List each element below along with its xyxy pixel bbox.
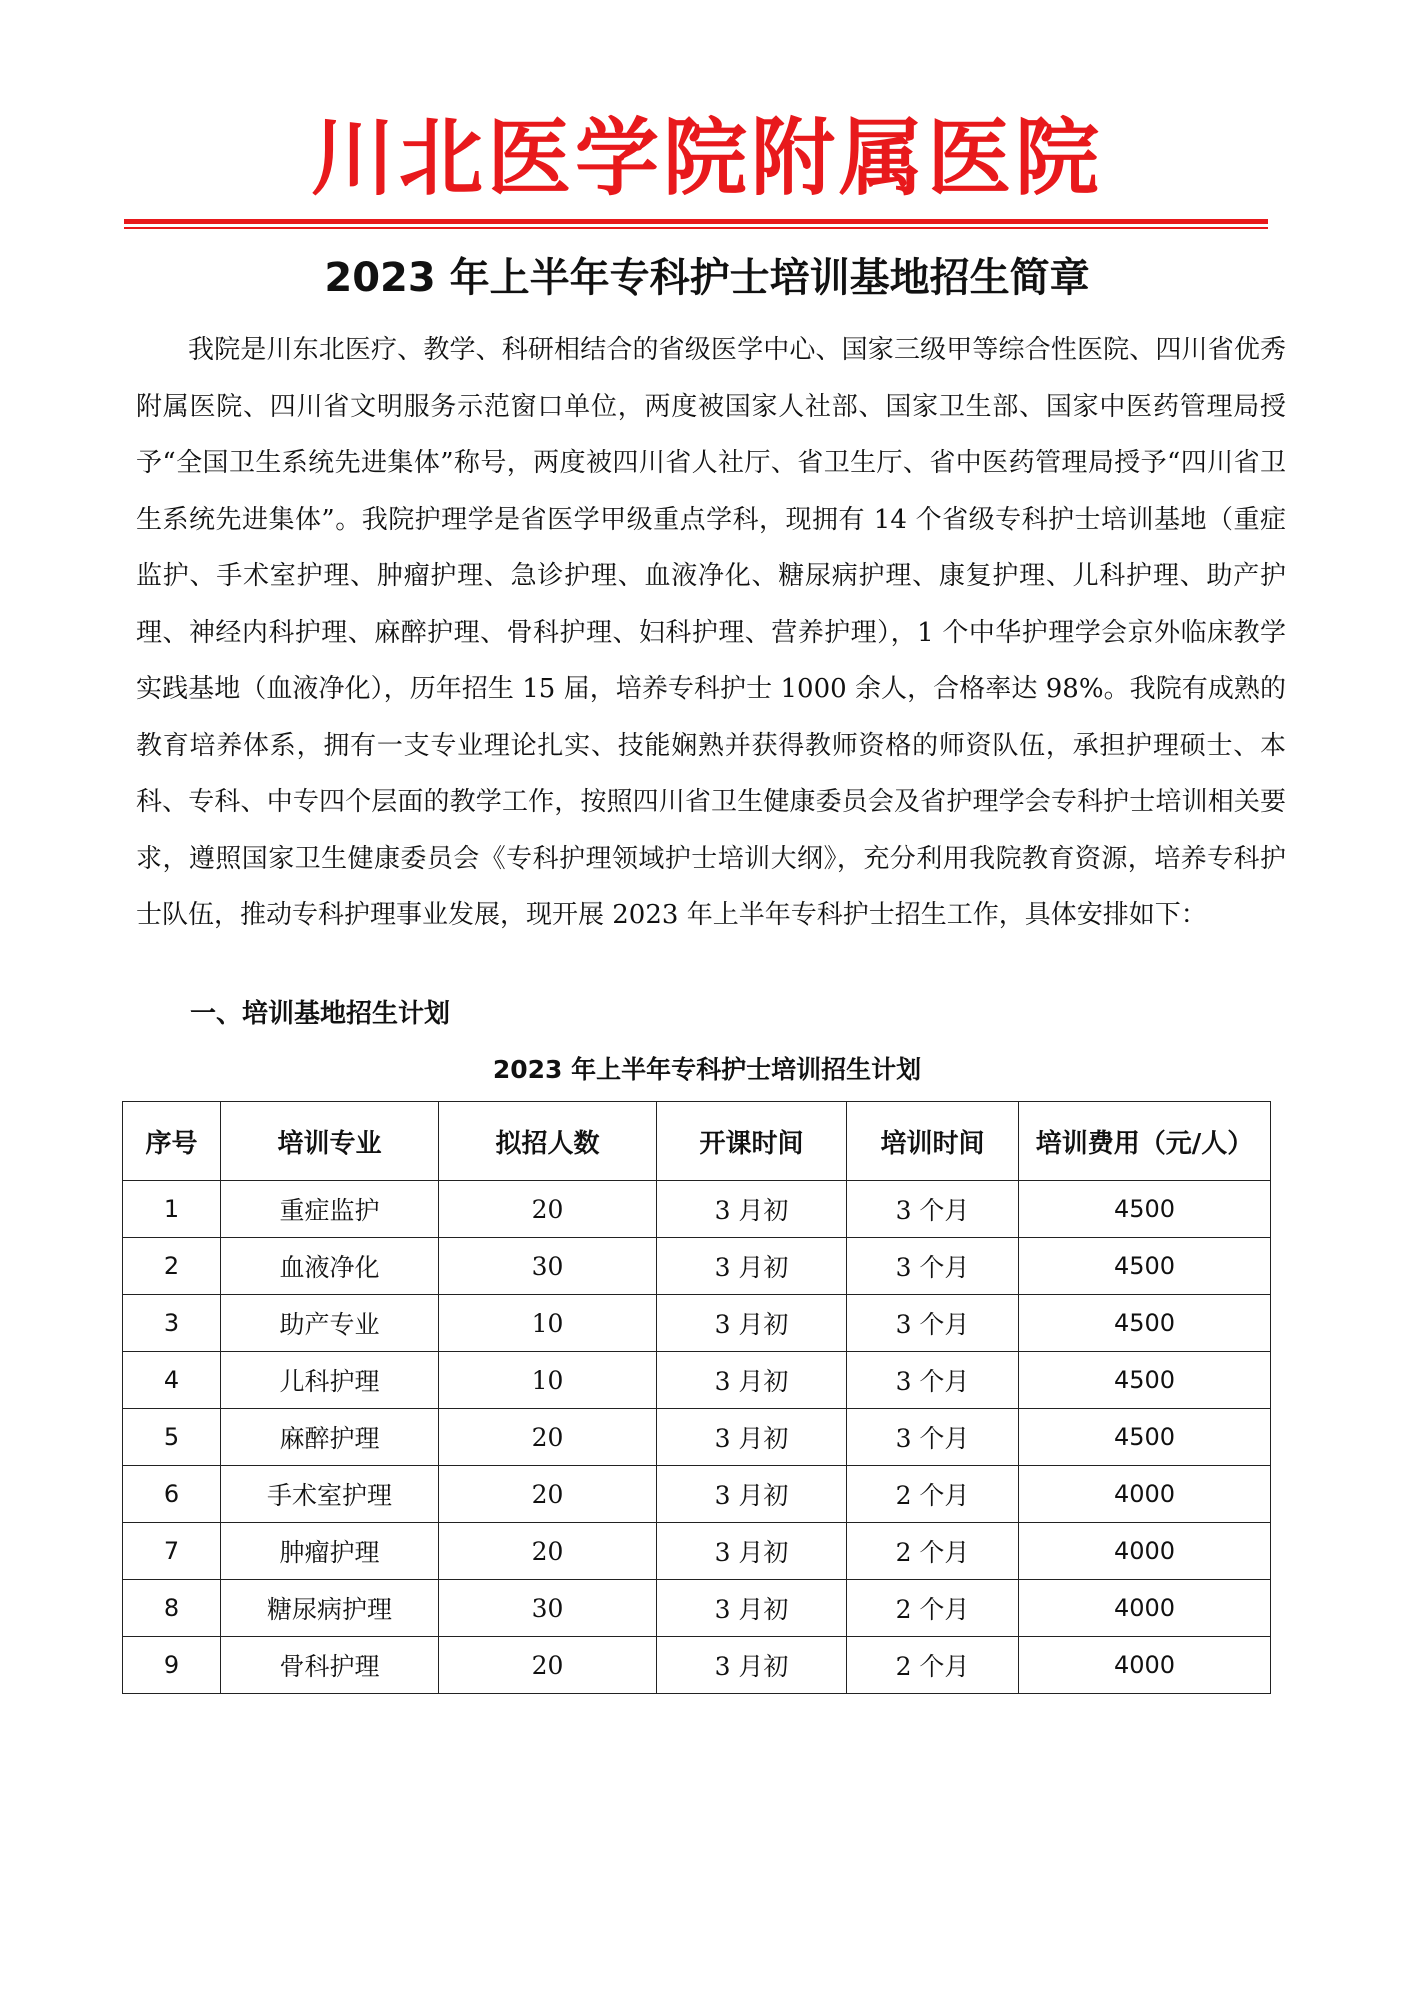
header-cell-index: 序号 [123, 1102, 221, 1181]
cell-start: 3 月初 [657, 1295, 847, 1352]
cell-index: 2 [123, 1238, 221, 1295]
cell-start: 3 月初 [657, 1181, 847, 1238]
cell-quota: 30 [439, 1238, 657, 1295]
cell-quota: 20 [439, 1409, 657, 1466]
cell-start: 3 月初 [657, 1352, 847, 1409]
cell-index: 1 [123, 1181, 221, 1238]
cell-index: 8 [123, 1580, 221, 1637]
table-caption: 2023 年上半年专科护士培训招生计划 [492, 1055, 922, 1084]
header-divider-thin [124, 227, 1268, 229]
cell-duration: 2 个月 [847, 1523, 1019, 1580]
cell-fee: 4000 [1019, 1523, 1271, 1580]
cell-duration: 2 个月 [847, 1580, 1019, 1637]
table-row [123, 1238, 1271, 1295]
cell-duration: 2 个月 [847, 1637, 1019, 1694]
intro-paragraph: 我院是川东北医疗、教学、科研相结合的省级医学中心、国家三级甲等综合性医院、四川省优秀附属医院、四川省文明服务示范窗口单位，两度被国家人社部、国家卫生部、国家中医药管理局授予“全国卫生系统先进集体”称号，两度被四川省人社厅、省卫生厅、省中医药管理局授予“四川省卫生系统先进集体”。我院护理学是省医学甲级重点学科，现拥有 14 个省级专科护士培训基地（重症监护、手术室护理、肿瘤护理、急诊护理、血液净化、糖尿病护理、康复护理、儿科护理、助产护理、神经内科护理、麻醉护理、骨科护理、妇科护理、营养护理），1 个中华护理学会京外临床教学实践基地（血液净化），历年招生 15 届，培养专科护士 1000 余人，合格率达 98%。我院有成熟的教育培养体系，拥有一支专业理论扎实、技能娴熟并获得教师资格的师资队伍，承担护理硕士、本科、专科、中专四个层面的教学工作，按照四川省卫生健康委员会及省护理学会专科护士培训相关要求，遵照国家卫生健康委员会《专科护理领域护士培训大纲》，充分利用我院教育资源，培养专科护士队伍，推动专科护理事业发展，现开展 2023 年上半年专科护士招生工作，具体安排如下： [136, 335, 1286, 930]
cell-quota: 20 [439, 1181, 657, 1238]
header-cell-start: 开课时间 [657, 1102, 847, 1181]
cell-duration: 3 个月 [847, 1238, 1019, 1295]
cell-index: 7 [123, 1523, 221, 1580]
table-row [123, 1352, 1271, 1409]
cell-fee: 4500 [1019, 1181, 1271, 1238]
table-row [123, 1295, 1271, 1352]
cell-fee: 4000 [1019, 1637, 1271, 1694]
cell-start: 3 月初 [657, 1409, 847, 1466]
cell-index: 9 [123, 1637, 221, 1694]
cell-index: 5 [123, 1409, 221, 1466]
cell-quota: 20 [439, 1523, 657, 1580]
header-divider-thick [124, 219, 1268, 224]
cell-duration: 3 个月 [847, 1181, 1019, 1238]
header-cell-duration: 培训时间 [847, 1102, 1019, 1181]
cell-index: 4 [123, 1352, 221, 1409]
cell-start: 3 月初 [657, 1238, 847, 1295]
cell-duration: 3 个月 [847, 1295, 1019, 1352]
section-heading: 一、培训基地招生计划 [190, 999, 451, 1029]
cell-specialty: 骨科护理 [221, 1637, 439, 1694]
cell-quota: 20 [439, 1466, 657, 1523]
table-row [123, 1409, 1271, 1466]
cell-index: 3 [123, 1295, 221, 1352]
cell-fee: 4500 [1019, 1409, 1271, 1466]
cell-specialty: 麻醉护理 [221, 1409, 439, 1466]
cell-duration: 3 个月 [847, 1352, 1019, 1409]
cell-specialty: 肿瘤护理 [221, 1523, 439, 1580]
header-cell-fee: 培训费用（元/人） [1019, 1102, 1271, 1181]
enrollment-plan-table [122, 1101, 1271, 1694]
cell-quota: 30 [439, 1580, 657, 1637]
cell-start: 3 月初 [657, 1466, 847, 1523]
hospital-name-header: 川北医学院附属医院 [310, 109, 1103, 207]
cell-start: 3 月初 [657, 1637, 847, 1694]
table-header-row [123, 1102, 1271, 1181]
cell-fee: 4000 [1019, 1466, 1271, 1523]
cell-fee: 4500 [1019, 1352, 1271, 1409]
cell-index: 6 [123, 1466, 221, 1523]
cell-specialty: 儿科护理 [221, 1352, 439, 1409]
cell-specialty: 重症监护 [221, 1181, 439, 1238]
cell-specialty: 手术室护理 [221, 1466, 439, 1523]
cell-duration: 3 个月 [847, 1409, 1019, 1466]
table-row [123, 1466, 1271, 1523]
table-row [123, 1580, 1271, 1637]
cell-fee: 4000 [1019, 1580, 1271, 1637]
table-row [123, 1523, 1271, 1580]
cell-quota: 20 [439, 1637, 657, 1694]
cell-fee: 4500 [1019, 1238, 1271, 1295]
cell-start: 3 月初 [657, 1523, 847, 1580]
header-cell-specialty: 培训专业 [221, 1102, 439, 1181]
cell-specialty: 糖尿病护理 [221, 1580, 439, 1637]
table-row [123, 1181, 1271, 1238]
document-title: 2023 年上半年专科护士培训基地招生简章 [324, 255, 1090, 301]
table-body [123, 1181, 1271, 1694]
cell-quota: 10 [439, 1352, 657, 1409]
table-row [123, 1637, 1271, 1694]
cell-specialty: 助产专业 [221, 1295, 439, 1352]
cell-fee: 4500 [1019, 1295, 1271, 1352]
cell-specialty: 血液净化 [221, 1238, 439, 1295]
cell-quota: 10 [439, 1295, 657, 1352]
header-cell-quota: 拟招人数 [439, 1102, 657, 1181]
cell-start: 3 月初 [657, 1580, 847, 1637]
cell-duration: 2 个月 [847, 1466, 1019, 1523]
